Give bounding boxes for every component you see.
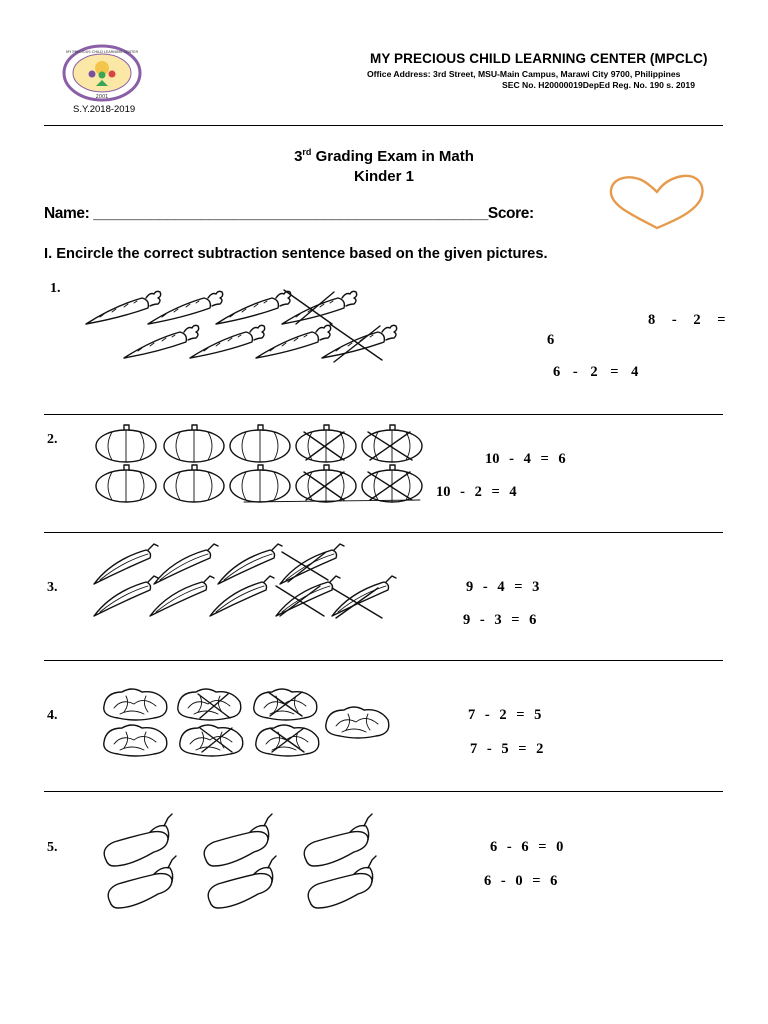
okra-icon: [94, 544, 158, 584]
heart-icon[interactable]: [605, 172, 709, 232]
carrots-picture: [84, 284, 394, 364]
exam-title: 3rd Grading Exam in Math: [294, 147, 474, 165]
divider: [44, 791, 723, 792]
cross-mark: [330, 324, 382, 362]
cabbages-picture: [102, 686, 402, 756]
equation-option[interactable]: 7 - 5 = 2: [470, 741, 544, 757]
divider: [44, 532, 723, 533]
equation-option[interactable]: 8 - 2 =: [648, 312, 726, 328]
name-label: Name:: [44, 205, 94, 222]
eggplants-picture: [100, 812, 390, 912]
svg-text:MY PRECIOUS CHILD LEARNING CEN: MY PRECIOUS CHILD LEARNING CENTER: [65, 50, 139, 54]
instruction-text: I. Encircle the correct subtraction sentence based on the given pictures.: [44, 246, 548, 262]
equation-option[interactable]: 9 - 3 = 6: [463, 612, 537, 628]
item-number: 4.: [47, 708, 58, 723]
equation-option[interactable]: 6 - 2 = 4: [553, 364, 639, 380]
divider: [44, 660, 723, 661]
equation-option[interactable]: 9 - 4 = 3: [466, 579, 540, 595]
equation-option[interactable]: 6 - 6 = 0: [490, 839, 564, 855]
equation-option[interactable]: 10 - 2 = 4: [436, 484, 517, 500]
equation-option[interactable]: 6 - 0 = 6: [484, 873, 558, 889]
divider: [44, 414, 723, 415]
school-year: S.Y.2018-2019: [73, 104, 136, 115]
svg-text:2001: 2001: [95, 94, 109, 100]
equation-option-continued[interactable]: 6: [547, 332, 555, 348]
name-score-line: [44, 205, 534, 223]
cross-mark: [368, 472, 412, 500]
item-number: 1.: [50, 281, 61, 296]
cross-mark: [332, 588, 382, 618]
cross-mark: [368, 432, 412, 460]
school-name: MY PRECIOUS CHILD LEARNING CENTER (MPCLC): [370, 51, 708, 66]
registration-info: SEC No. H20000019DepEd Reg. No. 190 s. 2019: [502, 80, 695, 90]
cabbage-icon: [104, 689, 167, 720]
name-blank[interactable]: ________________________________________________: [93, 205, 488, 222]
school-address: Office Address: 3rd Street, MSU-Main Campus, Marawi City 9700, Philippines: [367, 69, 681, 79]
item-number: 5.: [47, 840, 58, 855]
exam-subtitle: Kinder 1: [353, 168, 414, 185]
item-number: 2.: [47, 432, 58, 447]
pumpkins-picture: [94, 424, 424, 504]
carrot-icon: [86, 291, 161, 324]
equation-option[interactable]: 7 - 2 = 5: [468, 707, 542, 723]
divider: [44, 125, 723, 126]
pumpkin-icon: [96, 425, 156, 462]
score-label: Score:: [487, 205, 534, 222]
equation-option[interactable]: 10 - 4 = 6: [485, 451, 566, 467]
school-logo: [62, 44, 142, 102]
cross-mark: [198, 694, 230, 718]
okra-picture: [92, 540, 392, 620]
eggplant-icon: [104, 814, 172, 866]
item-number: 3.: [47, 580, 58, 595]
